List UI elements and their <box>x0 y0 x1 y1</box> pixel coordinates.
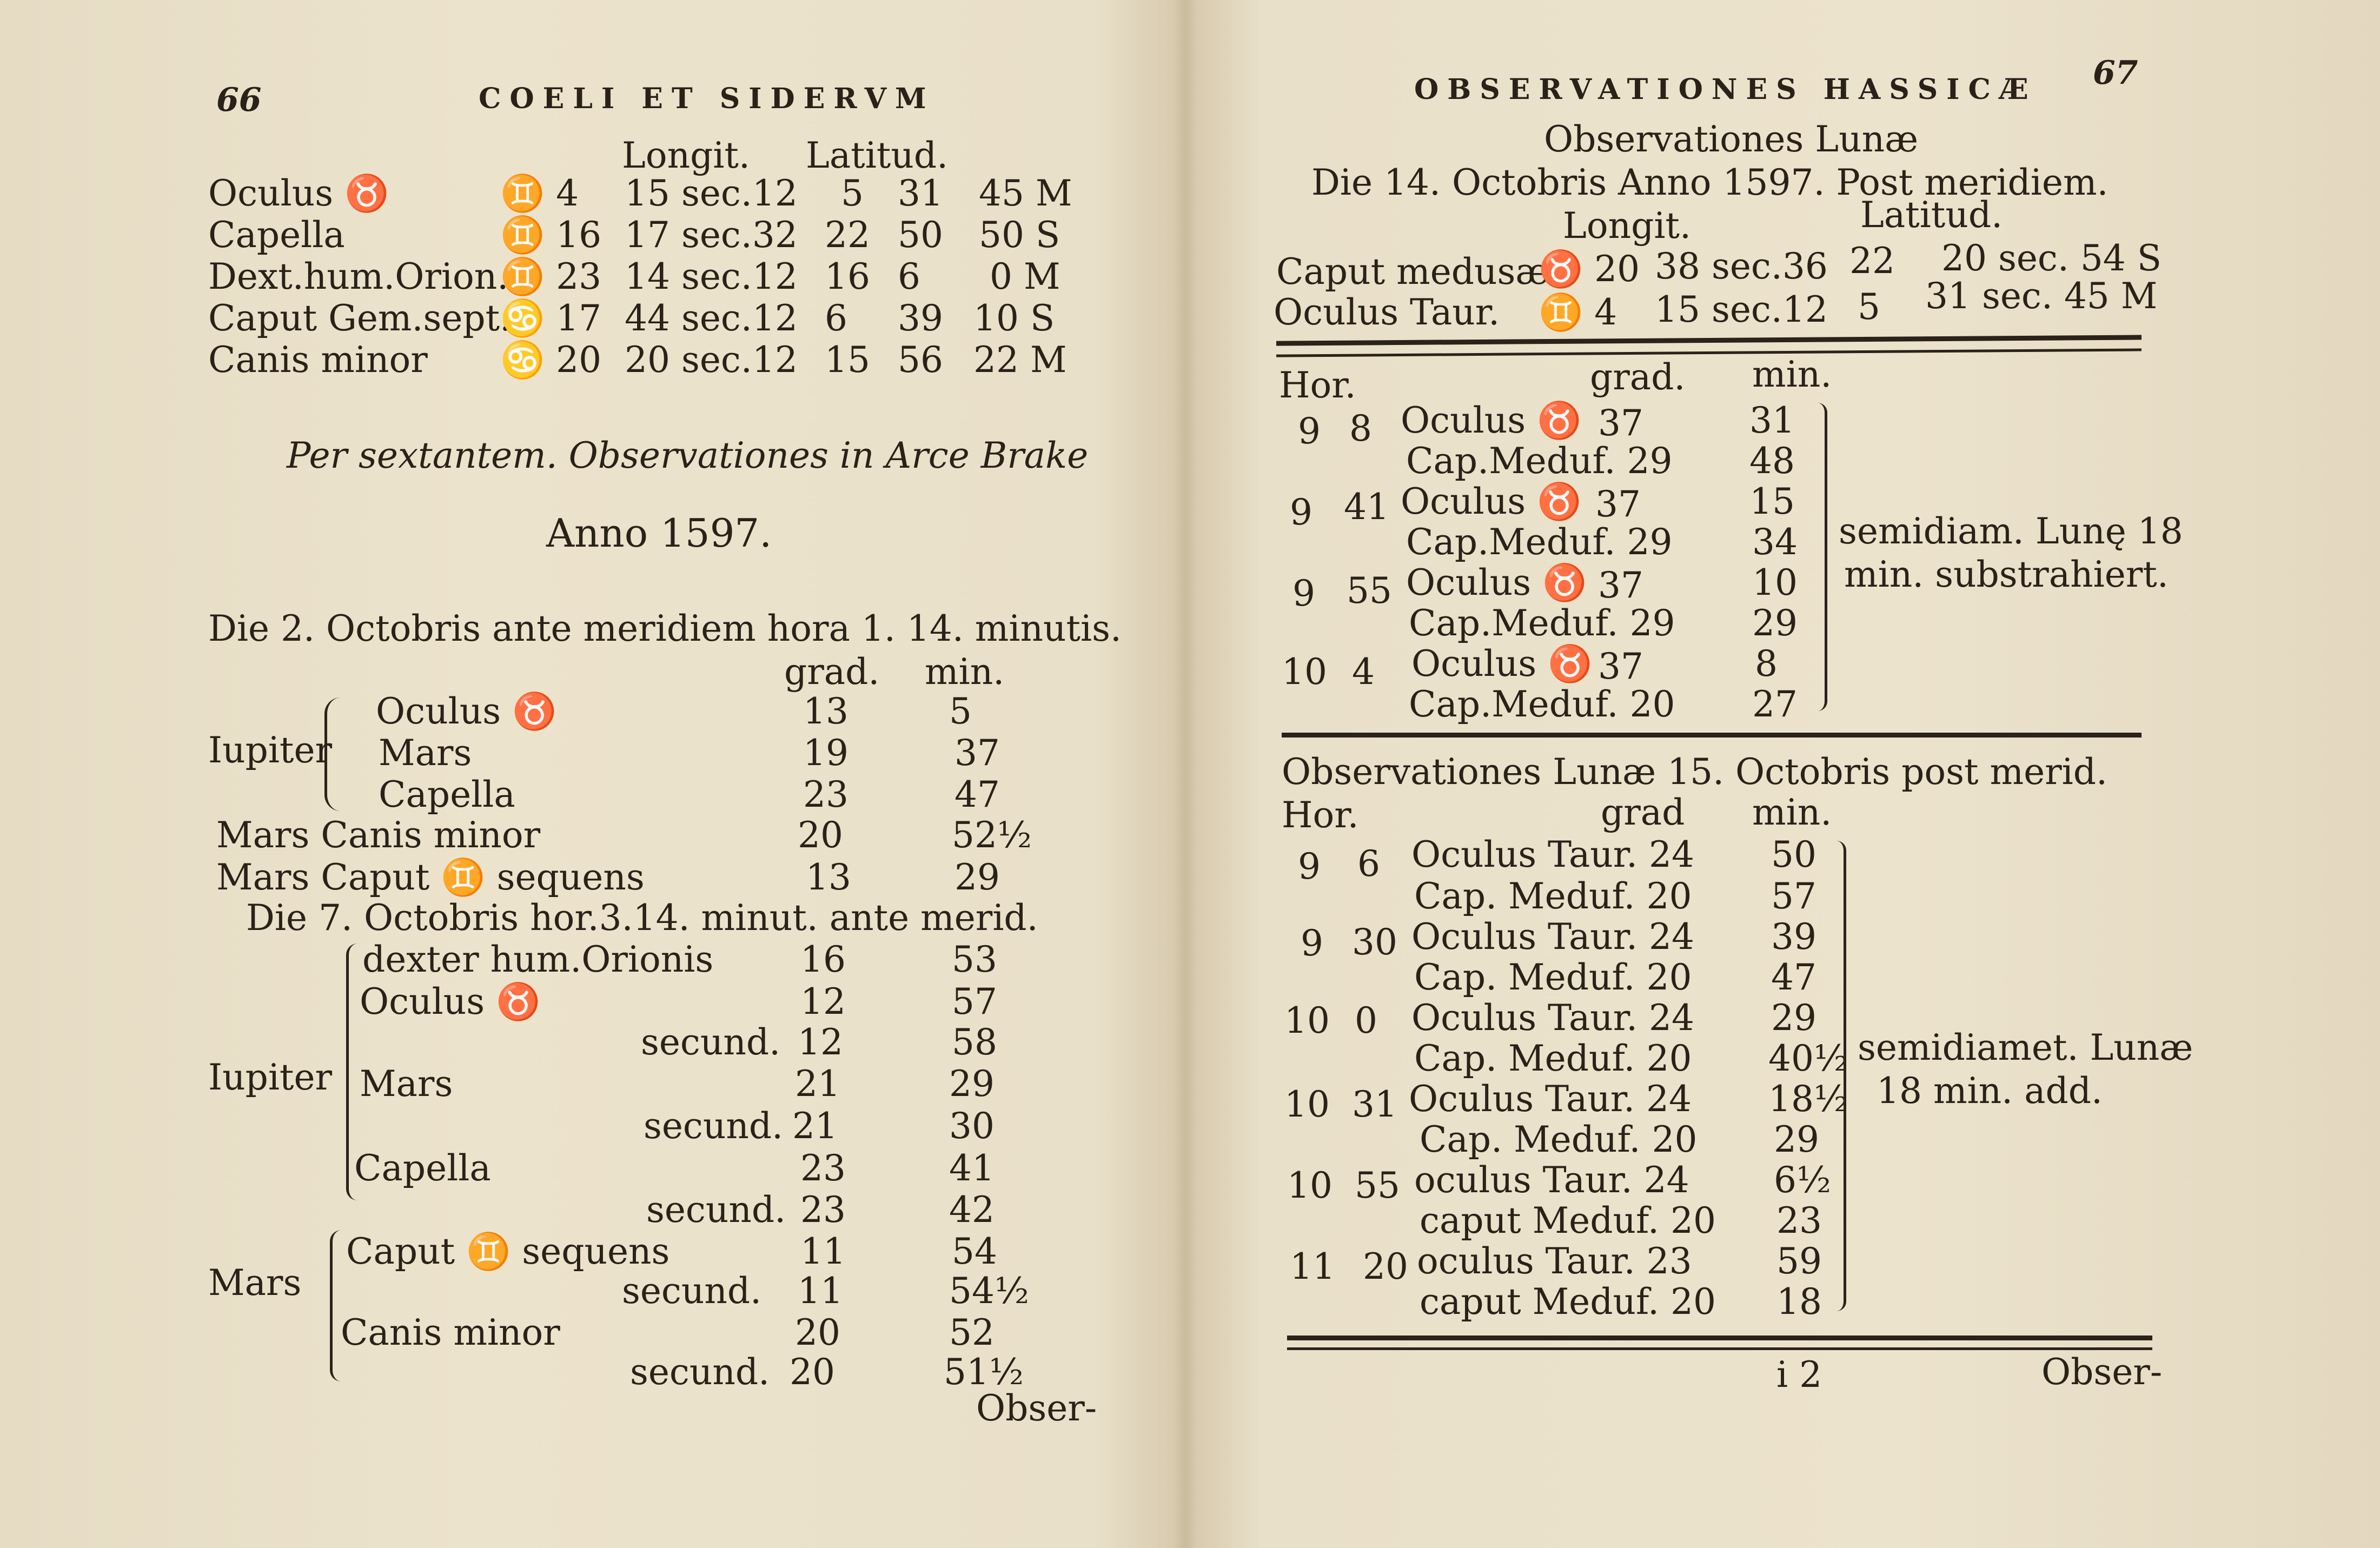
star-name: Cap. Meduf. 20 <box>1414 875 1692 917</box>
lat-sec: 0 M <box>990 256 1060 297</box>
star-name: Oculus Taur. 24 <box>1411 916 1695 958</box>
lat-deg: 15 <box>825 339 870 381</box>
grad: 21 <box>792 1105 838 1147</box>
page-number: 67 <box>2093 54 2138 92</box>
grad: 11 <box>800 1231 846 1272</box>
min: 57 <box>1771 875 1817 917</box>
catchword: Obser- <box>976 1387 1097 1429</box>
star-name: caput Meduf. 20 <box>1420 1200 1716 1241</box>
star-name: caput Meduf. 20 <box>1420 1281 1716 1323</box>
divider <box>1287 1347 2152 1350</box>
lat-sec: 45 M <box>979 172 1072 214</box>
lat-deg: 22 <box>825 214 870 256</box>
star-name: oculus Taur. 23 <box>1417 1240 1692 1282</box>
hor-min: 6 <box>1357 843 1380 885</box>
hor-min: 41 <box>1344 486 1389 528</box>
sign-deg: ♊ 4 <box>500 172 579 214</box>
lat-deg: 6 <box>825 297 847 339</box>
star-name: Cap. Meduf. 20 <box>1420 1119 1698 1160</box>
grad: 20 <box>798 814 843 856</box>
star-name: Oculus ♉ <box>1401 400 1582 441</box>
longit: 38 sec.36 <box>1655 245 1828 287</box>
divider <box>1287 1336 2152 1340</box>
star-name: Oculus Taur. 24 <box>1411 834 1695 875</box>
divider <box>1276 348 2142 357</box>
star-name: Canis minor <box>341 1312 560 1353</box>
lat-sec: 22 M <box>973 339 1067 381</box>
note-semidiamet-2: 18 min. add. <box>1877 1070 2103 1112</box>
hor: 10 <box>1282 651 1327 693</box>
hor-min: 4 <box>1352 651 1375 693</box>
grad: 37 <box>1595 483 1641 525</box>
min: 29 <box>1771 997 1817 1039</box>
hor-min: 55 <box>1355 1165 1400 1206</box>
star-name: oculus Taur. 24 <box>1414 1159 1689 1201</box>
star-name: Caput ♊ sequens <box>346 1231 670 1272</box>
note-semidiamet-1: semidiamet. Lunæ <box>1858 1027 2193 1068</box>
year-heading: Anno 1597. <box>546 510 772 556</box>
grad: 21 <box>795 1063 840 1105</box>
min: 52 <box>949 1312 995 1353</box>
min: 27 <box>1752 683 1798 725</box>
col-hor: Hor. <box>1282 794 1359 836</box>
grad: 23 <box>800 1147 846 1189</box>
sign-deg: ♋ 17 <box>500 297 602 339</box>
lat-sec: 20 sec. 54 S <box>1941 237 2162 279</box>
grad: 16 <box>800 939 846 980</box>
sign-deg: ♊ 4 <box>1539 291 1617 333</box>
hor-min: 20 <box>1363 1246 1408 1287</box>
min: 15 <box>1749 481 1795 522</box>
star-name: Dext.hum.Orion. <box>208 256 509 297</box>
col-header-latitud: Latitud. <box>806 135 949 176</box>
brace <box>1836 841 1846 1311</box>
star-name: Oculus ♉ <box>360 981 541 1022</box>
lat-sec: 31 sec. 45 M <box>1925 275 2158 317</box>
star-name: Cap. Meduf. 20 <box>1414 1038 1692 1079</box>
col-hor: Hor. <box>1279 364 1356 406</box>
brace <box>330 1230 341 1381</box>
hor-min: 55 <box>1347 570 1392 612</box>
col-min: min. <box>1752 792 1832 833</box>
page-title: Observationes Lunæ <box>1544 118 1919 160</box>
star-name: Oculus Taur. <box>1274 291 1500 333</box>
grad: 13 <box>806 856 851 898</box>
hor: 9 <box>1298 846 1321 887</box>
lat-sec: 10 S <box>973 297 1055 339</box>
grad: 12 <box>800 981 846 1022</box>
longit: 15 sec.12 <box>625 172 798 214</box>
note-semidiam-1: semidiam. Lunę 18 <box>1839 510 2183 552</box>
star-name: Oculus Taur. 24 <box>1409 1078 1692 1120</box>
hor: 10 <box>1284 1084 1330 1125</box>
min: 48 <box>1749 440 1795 482</box>
running-head: OBSERVATIONES HASSICÆ <box>1414 73 2037 106</box>
star-name: Cap.Meduf. 20 <box>1409 683 1675 725</box>
min: 37 <box>954 732 1000 774</box>
lat-min: 50 <box>898 214 943 256</box>
star-name: Oculus ♉ <box>376 690 557 732</box>
divider <box>1282 733 2142 738</box>
min: 23 <box>1776 1200 1822 1241</box>
longit: 20 sec.12 <box>625 339 798 381</box>
obs2-heading: Die 7. Octobris hor.3.14. minut. ante merid. <box>246 897 1038 939</box>
section-title: Per sextantem. Observationes in Arce Brake <box>287 435 1089 476</box>
longit: 14 sec.12 <box>625 256 798 297</box>
min: 29 <box>1774 1119 1819 1160</box>
min: 18 <box>1776 1281 1822 1323</box>
divider <box>1276 335 2142 346</box>
group-label-iupiter: Iupiter <box>208 1057 333 1098</box>
star-name: Capella <box>379 774 515 815</box>
grad: 20 <box>790 1351 835 1393</box>
min: 10 <box>1752 562 1798 603</box>
min: 58 <box>952 1021 997 1063</box>
grad: 23 <box>800 1189 846 1231</box>
hor: 10 <box>1287 1165 1332 1206</box>
date-line: Die 14. Octobris Anno 1597. Post meridiem. <box>1311 162 2109 203</box>
note: secund. <box>644 1105 784 1147</box>
lat-deg: 22 <box>1849 240 1895 282</box>
obs1-heading: Die 2. Octobris ante meridiem hora 1. 14. minutis. <box>208 608 1122 649</box>
page-number: 66 <box>216 81 262 119</box>
hor: 9 <box>1292 573 1315 614</box>
star-name: Oculus Taur. 24 <box>1411 997 1695 1039</box>
grad: 37 <box>1598 402 1643 444</box>
min: 39 <box>1771 916 1817 958</box>
star-name: Cap.Meduf. 29 <box>1406 521 1673 563</box>
sign-deg: ♋ 20 <box>500 339 602 381</box>
star-name: dexter hum.Orionis <box>362 939 714 980</box>
star-name: Mars <box>360 1063 453 1105</box>
hor-min: 31 <box>1352 1084 1397 1125</box>
min: 8 <box>1755 643 1778 685</box>
min: 41 <box>949 1147 995 1189</box>
catchword: Obser- <box>2041 1351 2163 1393</box>
min: 29 <box>1752 602 1798 644</box>
min: 57 <box>952 981 997 1022</box>
obs2-heading: Observationes Lunæ 15. Octobris post merid. <box>1282 751 2108 793</box>
signature-mark: i 2 <box>1776 1354 1822 1396</box>
note: secund. <box>641 1021 781 1063</box>
lat-min: 31 <box>898 172 943 214</box>
star-name: Caput Gem.sept. <box>208 297 512 339</box>
brace <box>324 697 343 811</box>
min: 59 <box>1776 1240 1822 1282</box>
min: 53 <box>952 939 997 980</box>
grad: 37 <box>1598 646 1643 687</box>
star-name: Oculus ♉ <box>1411 643 1593 685</box>
lat-deg: 5 <box>841 172 864 214</box>
grad: 20 <box>795 1312 840 1353</box>
star-name: Capella <box>354 1147 491 1189</box>
sign-deg: ♊ 23 <box>500 256 602 297</box>
min: 50 <box>1771 834 1817 875</box>
star-name: Canis minor <box>208 339 428 381</box>
star-name: Capella <box>208 214 345 256</box>
min: 54 <box>952 1231 997 1272</box>
star-name: Oculus ♉ <box>1406 562 1587 603</box>
col-grad: grad. <box>1590 356 1686 398</box>
longit: 15 sec.12 <box>1655 289 1828 330</box>
min: 47 <box>1771 956 1817 998</box>
lat-deg: 16 <box>825 256 870 297</box>
grad: 12 <box>798 1021 843 1063</box>
col-header-longit: Longit. <box>622 135 750 176</box>
min: 52½ <box>952 814 1032 856</box>
min: 30 <box>949 1105 995 1147</box>
col-grad: grad. <box>784 651 880 693</box>
longit: 17 sec.32 <box>625 214 798 256</box>
group-label-iupiter: Iupiter <box>208 729 333 771</box>
note: secund. <box>622 1270 762 1312</box>
note: secund. <box>646 1189 786 1231</box>
min: 34 <box>1752 521 1798 563</box>
col-grad: grad <box>1601 792 1685 833</box>
min: 54½ <box>949 1270 1029 1312</box>
hor: 11 <box>1290 1246 1335 1287</box>
group-label-mars: Mars <box>208 1262 302 1304</box>
min: 42 <box>949 1189 995 1231</box>
running-head: COELI ET SIDERVM <box>479 82 935 115</box>
col-min: min. <box>925 651 1005 693</box>
star-name: Mars <box>379 732 472 774</box>
brace <box>1817 403 1827 711</box>
lat-deg: 5 <box>1858 286 1880 328</box>
min: 31 <box>1749 400 1795 441</box>
star-name: Cap. Meduf. 20 <box>1414 956 1692 998</box>
grad: 13 <box>803 690 848 732</box>
hor-min: 30 <box>1352 921 1397 963</box>
min: 18½ <box>1768 1078 1848 1120</box>
sign-deg: ♉ 20 <box>1539 248 1640 290</box>
hor-min: 8 <box>1349 408 1372 449</box>
min: 29 <box>949 1063 995 1105</box>
note: secund. <box>630 1351 770 1393</box>
col-header-latitud: Latitud. <box>1860 194 2003 236</box>
hor: 9 <box>1290 491 1312 533</box>
col-header-longit: Longit. <box>1563 205 1691 247</box>
lat-sec: 50 S <box>979 214 1060 256</box>
grad: 11 <box>798 1270 843 1312</box>
lat-min: 56 <box>898 339 943 381</box>
star-name: Mars Canis minor <box>216 814 541 856</box>
hor: 9 <box>1301 922 1323 964</box>
min: 40½ <box>1768 1038 1848 1079</box>
sign-deg: ♊ 16 <box>500 214 602 256</box>
lat-min: 39 <box>898 297 943 339</box>
min: 5 <box>949 690 972 732</box>
star-name: Oculus ♉ <box>1401 481 1582 522</box>
grad: 37 <box>1598 564 1643 606</box>
hor: 10 <box>1284 1000 1330 1041</box>
min: 47 <box>954 774 1000 815</box>
min: 51½ <box>944 1351 1024 1393</box>
hor: 9 <box>1298 410 1321 452</box>
star-name: Caput medusæ <box>1276 251 1549 293</box>
min: 29 <box>954 856 1000 898</box>
grad: 23 <box>803 774 848 815</box>
star-name: Cap.Meduf. 29 <box>1406 440 1673 482</box>
min: 6½ <box>1774 1159 1831 1201</box>
lat-min: 6 <box>898 256 920 297</box>
star-name: Cap.Meduf. 29 <box>1409 602 1675 644</box>
grad: 19 <box>803 732 848 774</box>
longit: 44 sec.12 <box>625 297 798 339</box>
star-name: Oculus ♉ <box>208 172 389 214</box>
col-min: min. <box>1752 354 1832 395</box>
hor-min: 0 <box>1355 1000 1377 1041</box>
note-semidiam-2: min. substrahiert. <box>1844 554 2169 595</box>
star-name: Mars Caput ♊ sequens <box>216 856 645 898</box>
